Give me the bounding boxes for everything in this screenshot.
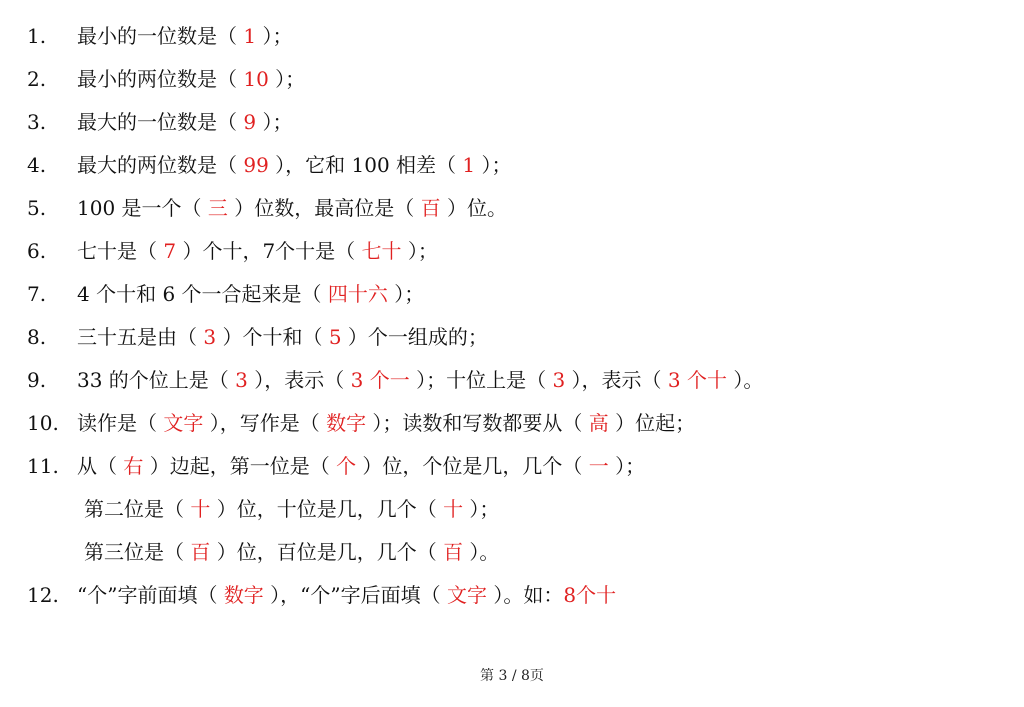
- answer-text: 一: [588, 454, 609, 478]
- answer-text: 文字: [163, 411, 204, 435]
- question-text: [77, 280, 424, 308]
- answer-text: 10: [243, 67, 269, 91]
- question-number: 10.: [27, 411, 59, 435]
- prompt-text: 从（: [77, 454, 124, 478]
- prompt-text: ）。: [463, 540, 500, 564]
- prompt-text: ）；: [256, 24, 293, 48]
- answer-text: 七十: [361, 239, 402, 263]
- question-number: 9.: [27, 368, 47, 392]
- question-text: [84, 538, 499, 566]
- question-number: 7.: [27, 282, 47, 306]
- question-number: 3.: [27, 110, 47, 134]
- question-number: 11.: [27, 454, 59, 478]
- prompt-text: ）位，个位是几，几个（: [356, 454, 589, 478]
- prompt-text: ）位。: [440, 196, 507, 220]
- question-text: [77, 409, 695, 437]
- answer-text: 百: [443, 540, 464, 564]
- question-text: [77, 22, 292, 50]
- answer-text: 个: [336, 454, 357, 478]
- prompt-text: ）；: [387, 282, 425, 306]
- answer-text: 3: [203, 325, 217, 349]
- prompt-text: ）个一组成的；: [341, 325, 488, 349]
- answer-text: 文字: [446, 583, 487, 607]
- prompt-text: 三十五是由（: [77, 325, 204, 349]
- answer-text: 三: [207, 196, 228, 220]
- question-number: 5.: [27, 196, 47, 220]
- question-text: [84, 495, 499, 523]
- question-text: [77, 194, 507, 222]
- answer-text: 7: [163, 239, 177, 263]
- prompt-text: ）位数，最高位是（: [227, 196, 421, 220]
- question-number: 12.: [27, 583, 59, 607]
- answer-text: 高: [588, 411, 609, 435]
- answer-text: 百: [190, 540, 211, 564]
- prompt-text: ）个十和（: [216, 325, 329, 349]
- prompt-text: 读作是（: [77, 411, 164, 435]
- question-text: [77, 108, 292, 136]
- page-footer: 第 3 / 8页: [480, 668, 544, 684]
- question-number: 6.: [27, 239, 47, 263]
- prompt-text: 最小的一位数是（: [77, 24, 244, 48]
- question-text: [77, 65, 305, 93]
- answer-text: 数字: [223, 583, 264, 607]
- prompt-text: ），它和 100 相差（: [268, 153, 463, 177]
- prompt-text: 33 的个位上是（: [77, 368, 236, 392]
- prompt-text: 最大的两位数是（: [77, 153, 244, 177]
- prompt-text: ）位，十位是几，几个（: [210, 497, 444, 521]
- prompt-text: ），表示（: [247, 368, 351, 392]
- prompt-text: ）；: [475, 153, 512, 177]
- prompt-text: ）；十位上是（: [409, 368, 553, 392]
- answer-text: 四十六: [327, 282, 388, 306]
- prompt-text: ）。如：: [486, 583, 564, 607]
- answer-text: 数字: [326, 411, 367, 435]
- prompt-text: 4 个十和 6 个一合起来是（: [77, 282, 328, 306]
- answer-text: 十: [443, 497, 464, 521]
- prompt-text: ）；: [268, 67, 306, 91]
- prompt-text: ），写作是（: [203, 411, 327, 435]
- prompt-text: ）个十，7个十是（: [176, 239, 362, 263]
- prompt-text: 最小的两位数是（: [77, 67, 244, 91]
- prompt-text: ），表示（: [565, 368, 668, 392]
- answer-text: 8个十: [563, 583, 617, 607]
- question-text: [77, 237, 438, 265]
- question-number: 2.: [27, 67, 47, 91]
- prompt-text: 第三位是（: [84, 540, 191, 564]
- answer-text: 百: [420, 196, 441, 220]
- prompt-text: ）；: [608, 454, 646, 478]
- prompt-text: “个”字前面填（: [77, 583, 224, 607]
- answer-text: 3 个一: [350, 368, 410, 392]
- prompt-text: 100 是一个（: [77, 196, 208, 220]
- question-number: 1.: [27, 24, 47, 48]
- question-text: [77, 452, 645, 480]
- prompt-text: ）；: [256, 110, 293, 134]
- prompt-text: ）；读数和写数都要从（: [366, 411, 589, 435]
- prompt-text: 最大的一位数是（: [77, 110, 244, 134]
- question-text: [77, 323, 488, 351]
- question-number: 8.: [27, 325, 47, 349]
- answer-text: 1: [243, 24, 257, 48]
- prompt-text: ）；: [463, 497, 500, 521]
- answer-text: 右: [123, 454, 144, 478]
- answer-text: 9: [243, 110, 257, 134]
- answer-text: 99: [243, 153, 269, 177]
- question-text: [77, 151, 512, 179]
- prompt-text: ）。: [726, 368, 764, 392]
- answer-text: 3: [235, 368, 248, 392]
- answer-text: 3 个十: [667, 368, 727, 392]
- prompt-text: 七十是（: [77, 239, 164, 263]
- answer-text: 5: [328, 325, 342, 349]
- question-text: [77, 581, 616, 609]
- question-text: [77, 366, 763, 394]
- prompt-text: ）位，百位是几，几个（: [210, 540, 444, 564]
- prompt-text: ）；: [401, 239, 438, 263]
- answer-text: 3: [552, 368, 566, 392]
- prompt-text: ）边起，第一位是（: [143, 454, 337, 478]
- prompt-text: ），“个”字后面填（: [263, 583, 447, 607]
- answer-text: 1: [462, 153, 476, 177]
- prompt-text: 第二位是（: [84, 497, 191, 521]
- prompt-text: ）位起；: [608, 411, 696, 435]
- question-number: 4.: [27, 153, 47, 177]
- answer-text: 十: [190, 497, 211, 521]
